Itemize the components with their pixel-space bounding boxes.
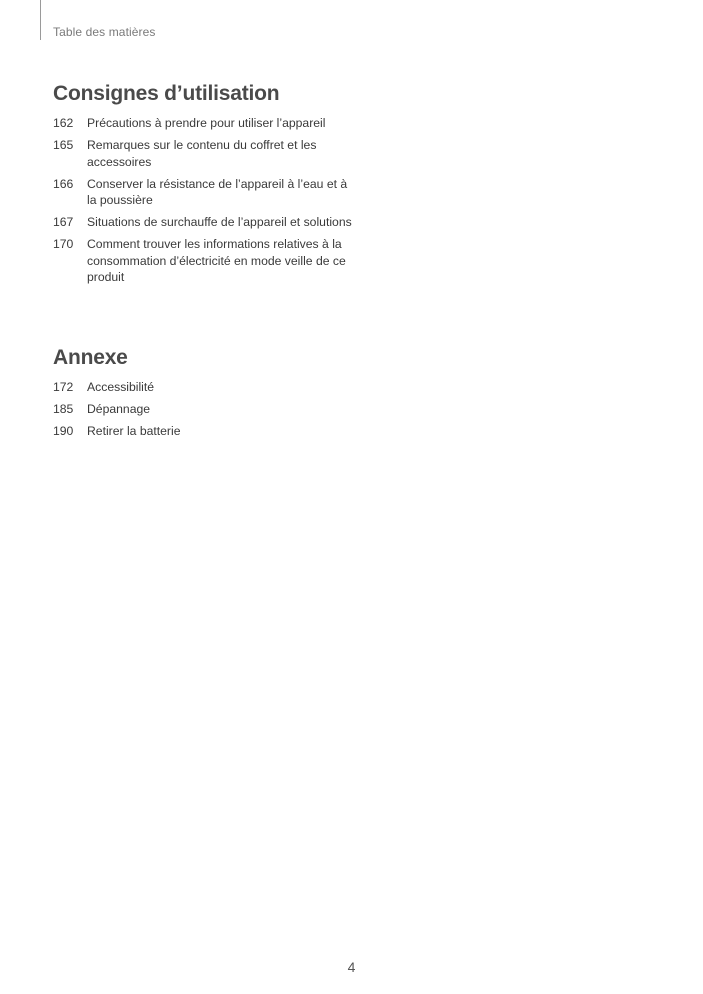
- toc-entry[interactable]: [53, 236, 353, 286]
- toc-entry-title: Retirer la batterie: [87, 424, 181, 438]
- toc-page-number: 170: [53, 237, 74, 251]
- toc-entry-title: Comment trouver les informations relatives à la consommation d’électricité en mode veille de ce produit: [87, 237, 346, 284]
- toc-list: [53, 379, 353, 440]
- toc-entry-title: Dépannage: [87, 402, 151, 416]
- section-title: Annexe: [53, 346, 128, 369]
- toc-entry-title: Situations de surchauffe de l’appareil et solutions: [87, 215, 352, 229]
- toc-entry[interactable]: [53, 115, 353, 132]
- toc-entry[interactable]: [53, 176, 353, 209]
- toc-entry[interactable]: [53, 423, 353, 440]
- toc-page-number: 167: [53, 215, 74, 229]
- toc-page-number: 162: [53, 116, 74, 130]
- toc-entry-title: Remarques sur le contenu du coffret et les accessoires: [87, 138, 317, 169]
- page-number: 4: [347, 959, 356, 975]
- section-consignes: [53, 82, 353, 291]
- toc-page-number: 165: [53, 138, 74, 152]
- header-rule: [40, 0, 41, 40]
- toc-entry[interactable]: [53, 401, 353, 418]
- section-title: Consignes d’utilisation: [53, 82, 280, 105]
- toc-list: [53, 115, 353, 286]
- toc-page-number: 185: [53, 402, 74, 416]
- toc-page-number: 172: [53, 380, 74, 394]
- header-title: Table des matières: [53, 25, 156, 39]
- toc-page-number: 190: [53, 424, 74, 438]
- toc-entry[interactable]: [53, 137, 353, 170]
- toc-page-number: 166: [53, 176, 74, 191]
- toc-entry-title: Précautions à prendre pour utiliser l’appareil: [87, 116, 326, 130]
- toc-entry-title: Conserver la résistance de l’appareil à l’eau et à la poussière: [87, 176, 348, 207]
- section-annexe: [53, 346, 353, 445]
- toc-entry[interactable]: [53, 379, 353, 396]
- toc-entry[interactable]: [53, 214, 353, 231]
- toc-entry-title: Accessibilité: [87, 380, 155, 394]
